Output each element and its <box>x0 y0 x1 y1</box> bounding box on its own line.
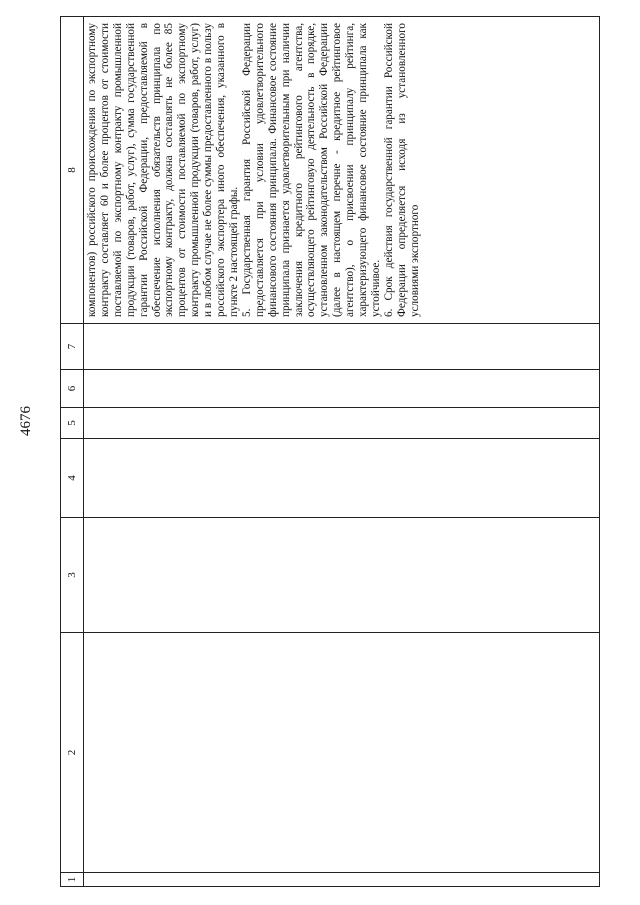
paragraph: компонентов) российского происхождения по экспортному контракту составляет 60 и более процентов от стоимости поставляемой по экспортному контракту промышленной продукции (товаров, работ, услуг), сумма государственной гарантии Российской Федерации, предоставляемой в обеспечение исполнения обязательств принципала по экспортному контракту, должна составлять не более 85 процентов от стоимости поставляемой по экспортному контракту промышленной продукции (товаров, работ, услуг) и в любом случае не более суммы предоставленного в пользу российского экспортера иного обеспечения, указанного в пункте 2 настоящей графы. <box>86 23 240 317</box>
column-header-4: 4 <box>61 439 84 518</box>
paragraph: 5. Государственная гарантия Российской Федерации предоставляется при условии удовлетворительного финансового состояния принципала. Финансовое состояние принципала признается удовлетворительным при наличии заключения кредитного рейтингового агентства, осуществляющего рейтинговую деятельность в порядке, установленном законодательством Российской Федерации (далее в настоящем перечне - кредитное рейтинговое агентство), о присвоении принципалу рейтинга, характеризующего финансовое состояние принципала как устойчивое. <box>240 23 382 317</box>
cell-col-8 <box>84 17 600 324</box>
column-header-6: 6 <box>61 370 84 408</box>
column-header-3: 3 <box>61 518 84 633</box>
cell-col-4 <box>84 439 600 518</box>
column-number-row <box>61 17 84 887</box>
page-number: 4676 <box>18 406 34 436</box>
column-8-text <box>84 17 422 323</box>
column-header-2: 2 <box>61 633 84 873</box>
paragraph: 6. Срок действия государственной гарантии Российской Федерации определяется исходя из установленного условиями экспортного <box>382 23 421 317</box>
column-header-5: 5 <box>61 408 84 439</box>
cell-col-7 <box>84 324 600 370</box>
document-table <box>60 16 600 887</box>
cell-col-2 <box>84 633 600 873</box>
column-header-7: 7 <box>61 324 84 370</box>
table-row <box>84 17 600 887</box>
column-header-8: 8 <box>61 17 84 324</box>
cell-col-5 <box>84 408 600 439</box>
column-header-1: 1 <box>61 873 84 887</box>
cell-col-6 <box>84 370 600 408</box>
rotated-page <box>60 17 600 887</box>
cell-col-3 <box>84 518 600 633</box>
cell-col-1 <box>84 873 600 887</box>
